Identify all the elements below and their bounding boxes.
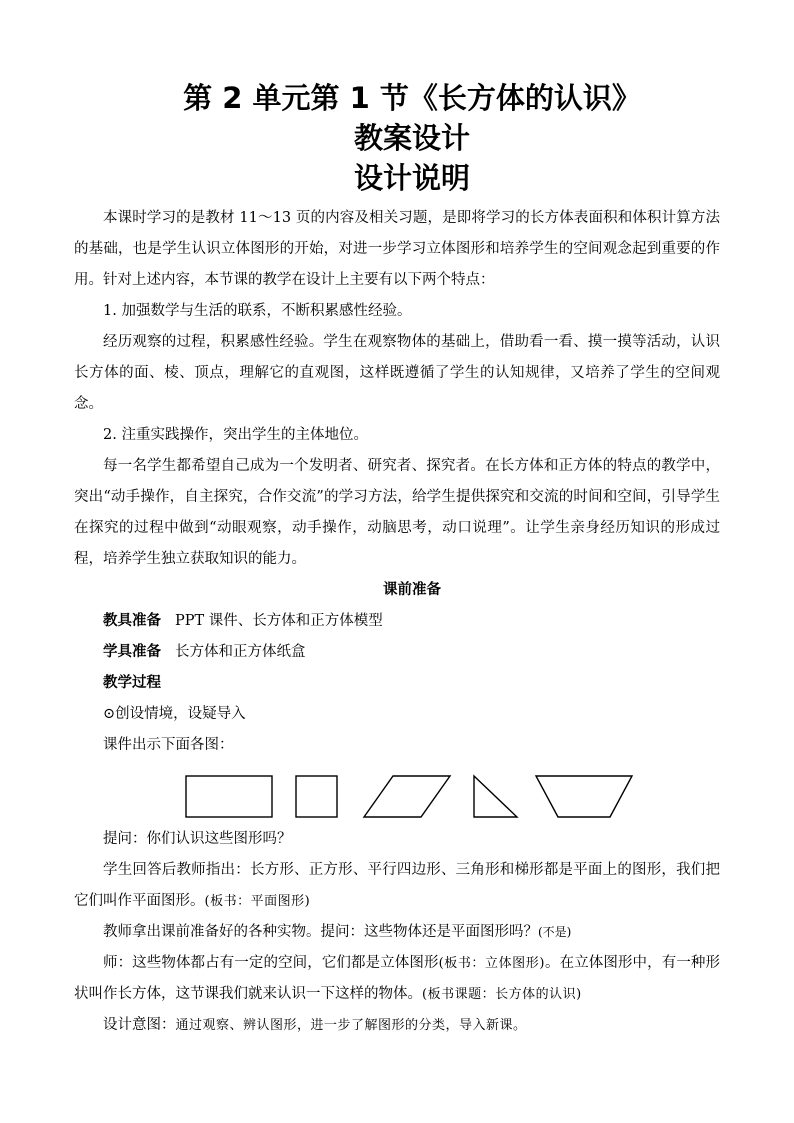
- intent-paragraph: [74, 1010, 720, 1041]
- teacher-note-1: (板书：立体图形): [438, 956, 545, 971]
- process-step1: ⊙创设情境，设疑导入: [103, 706, 246, 722]
- point1-body: 经历观察的过程，积累感性经验。学生在观察物体的基础上，借助看一看、摸一摸等活动，认识长方体的面、棱、顶点，理解它的直观图，这样既遵循了学生的认知规律，又培养了学生的空间观念。: [74, 334, 720, 412]
- teacher-note-2: (板书课题：长方体的认识): [422, 987, 582, 1002]
- point2-body: 每一名学生都希望自己成为一个发明者、研究者、探究者。在长方体和正方体的特点的教学中，突出“动手操作，自主探究，合作交流”的学习方法，给学生提供探究和交流的时间和空间，引导学生在探究的过程中做到“动眼观察，动手操作，动脑思考，动口说理”。让学生亲身经历知识的形成过程，培养学生独立获取知识的能力。: [74, 458, 720, 567]
- triangle-figure: [474, 776, 517, 817]
- intro-paragraph: 本课时学习的是教材 11～13 页的内容及相关习题，是即将学习的长方体表面积和体积计算方法的基础，也是学生认识立体图形的开始，对进一步学习立体图形和培养学生的空间观念起到重要的作用。针对上述内容，本节课的教学在设计上主要有以下两个特点：: [74, 210, 720, 288]
- answer-note: (板书：平面图形): [204, 894, 311, 909]
- section-heading-design-notes: 设计说明: [353, 161, 470, 195]
- square-figure: [296, 776, 337, 817]
- answer-paragraph: [74, 855, 720, 917]
- student-prep-items: 长方体和正方体纸盒: [175, 644, 306, 660]
- teacher-text-a: 师：这些物体都占有一定的空间，它们都是立体图形: [103, 955, 439, 971]
- intent-body: 通过观察、辨认图形，进一步了解图形的分类，导入新课。: [175, 1018, 527, 1033]
- parallelogram-figure: [364, 776, 450, 817]
- point2-heading: 2. 注重实践操作，突出学生的主体地位。: [103, 427, 368, 443]
- teacher-text-b: 。在立体图形中，有一种形状叫作长方体，这节课我们就来认识一下这样的物体。: [74, 955, 720, 1002]
- rectangle-figure: [186, 776, 272, 817]
- teacher-prep-label: 教具准备: [103, 613, 161, 629]
- objects-main: 教师拿出课前准备好的各种实物。提问：这些物体还是平面图形吗？: [103, 924, 538, 940]
- point1-heading: 1. 加强数学与生活的联系，不断积累感性经验。: [103, 303, 412, 319]
- intent-label: 设计意图：: [103, 1017, 176, 1033]
- teacher-prep-items: PPT 课件、长方体和正方体模型: [175, 613, 383, 629]
- show-figures-text: 课件出示下面各图：: [103, 737, 234, 753]
- process-heading: 教学过程: [103, 675, 161, 691]
- question-text: 提问：你们认识这些图形吗？: [103, 831, 292, 847]
- teacher-prep-row: [74, 606, 720, 637]
- prep-heading: 课前准备: [383, 582, 441, 598]
- document-title: 第 2 单元第 1 节《长方体的认识》: [183, 81, 641, 115]
- answer-main: 学生回答后教师指出：长方形、正方形、平行四边形、三角形和梯形都是平面上的图形，我们把它们叫作平面图形。: [74, 862, 720, 909]
- trapezoid-figure: [536, 776, 632, 817]
- student-prep-label: 学具准备: [103, 644, 161, 660]
- plane-figures: [180, 772, 640, 824]
- teacher-paragraph: [74, 948, 720, 1010]
- objects-note: (不是): [538, 925, 572, 939]
- objects-paragraph: [74, 917, 720, 948]
- document-subtitle: 教案设计: [353, 121, 470, 155]
- student-prep-row: [74, 637, 720, 668]
